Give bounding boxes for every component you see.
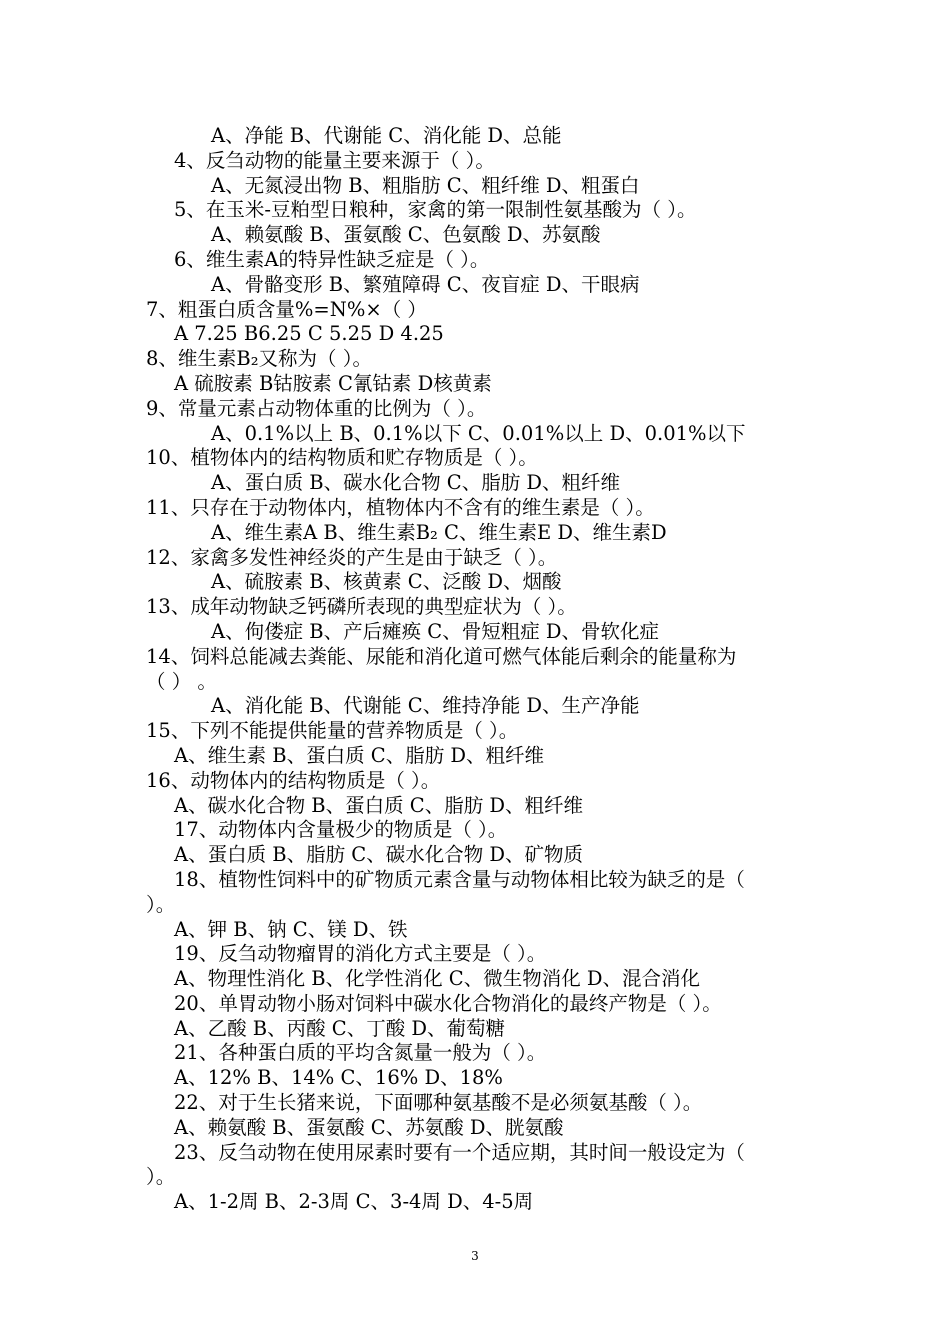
answer-options: A、碳水化合物 B、蛋白质 C、脂肪 D、粗纤维 <box>174 793 584 817</box>
question-text: 9、常量元素占动物体重的比例为（ ）。 <box>146 396 487 420</box>
answer-options: A、消化能 B、代谢能 C、维持净能 D、生产净能 <box>211 694 640 718</box>
question-text: 7、粗蛋白质含量%=N%×（ ） <box>146 297 427 321</box>
question-text: 19、反刍动物瘤胃的消化方式主要是（ ）。 <box>174 942 547 966</box>
question-text: 23、反刍动物在使用尿素时要有一个适应期，其时间一般设定为（ <box>174 1140 745 1164</box>
answer-options: A、0.1%以上 B、0.1%以下 C、0.01%以上 D、0.01%以下 <box>211 421 746 445</box>
question-text: 6、维生素A的特异性缺乏症是（ ）。 <box>174 247 490 271</box>
answer-options: A 硫胺素 B钴胺素 C氰钴素 D核黄素 <box>174 371 492 395</box>
answer-options: A、赖氨酸 B、蛋氨酸 C、色氨酸 D、苏氨酸 <box>211 223 601 247</box>
question-text: 11、只存在于动物体内，植物体内不含有的维生素是（ ）。 <box>146 495 655 519</box>
answer-options: A、蛋白质 B、脂肪 C、碳水化合物 D、矿物质 <box>174 843 584 867</box>
question-text: 15、下列不能提供能量的营养物质是（ ）。 <box>146 719 519 743</box>
answer-options: A、乙酸 B、丙酸 C、丁酸 D、葡萄糖 <box>174 1016 506 1040</box>
question-text: 14、饲料总能减去粪能、尿能和消化道可燃气体能后剩余的能量称为 <box>146 644 737 668</box>
question-text: 17、动物体内含量极少的物质是（ ）。 <box>174 818 508 842</box>
question-text: ）。 <box>146 892 176 916</box>
answer-options: A、蛋白质 B、碳水化合物 C、脂肪 D、粗纤维 <box>211 471 621 495</box>
answer-options: A、净能 B、代谢能 C、消化能 D、总能 <box>211 124 562 147</box>
answer-options: A 7.25 B6.25 C 5.25 D 4.25 <box>174 322 444 346</box>
question-text: 22、对于生长猪来说，下面哪种氨基酸不是必须氨基酸（ ）。 <box>174 1091 703 1115</box>
question-text: （ ） 。 <box>146 669 217 693</box>
answer-options: A、维生素 B、蛋白质 C、脂肪 D、粗纤维 <box>174 743 545 767</box>
answer-options: A、赖氨酸 B、蛋氨酸 C、苏氨酸 D、胱氨酸 <box>174 1115 564 1139</box>
answer-options: A、12% B、14% C、16% D、18% <box>174 1066 503 1090</box>
answer-options: A、维生素A B、维生素B₂ C、维生素E D、维生素D <box>211 520 667 544</box>
question-text: 20、单胃动物小肠对饲料中碳水化合物消化的最终产物是（ ）。 <box>174 991 722 1015</box>
page-number: 3 <box>471 1249 479 1263</box>
question-text: 16、动物体内的结构物质是（ ）。 <box>146 768 441 792</box>
answer-options: A、佝偻症 B、产后瘫痪 C、骨短粗症 D、骨软化症 <box>211 619 660 643</box>
question-text: 12、家禽多发性神经炎的产生是由于缺乏（ ）。 <box>146 545 558 569</box>
question-text: 13、成年动物缺乏钙磷所表现的典型症状为（ ）。 <box>146 595 577 619</box>
answer-options: A、硫胺素 B、核黄素 C、泛酸 D、烟酸 <box>211 570 562 594</box>
question-text: 21、各种蛋白质的平均含氮量一般为（ ）。 <box>174 1041 547 1065</box>
answer-options: A、无氮浸出物 B、粗脂肪 C、粗纤维 D、粗蛋白 <box>211 173 640 197</box>
question-text: 4、反刍动物的能量主要来源于（ ）。 <box>174 148 495 172</box>
question-text: 10、植物体内的结构物质和贮存物质是（ ）。 <box>146 446 538 470</box>
answer-options: A、物理性消化 B、化学性消化 C、微生物消化 D、混合消化 <box>174 967 701 991</box>
question-text: 5、在玉米-豆粕型日粮种，家禽的第一限制性氨基酸为（ ）。 <box>174 198 697 222</box>
question-text: ）。 <box>146 1165 176 1189</box>
question-text: 18、植物性饲料中的矿物质元素含量与动物体相比较为缺乏的是（ <box>174 867 745 891</box>
answer-options: A、1-2周 B、2-3周 C、3-4周 D、4-5周 <box>174 1190 534 1214</box>
question-list <box>146 124 816 1215</box>
question-text: 8、维生素B₂又称为（ ）。 <box>146 347 373 371</box>
answer-options: A、钾 B、钠 C、镁 D、铁 <box>174 917 408 941</box>
answer-options: A、骨骼变形 B、繁殖障碍 C、夜盲症 D、干眼病 <box>211 272 640 296</box>
